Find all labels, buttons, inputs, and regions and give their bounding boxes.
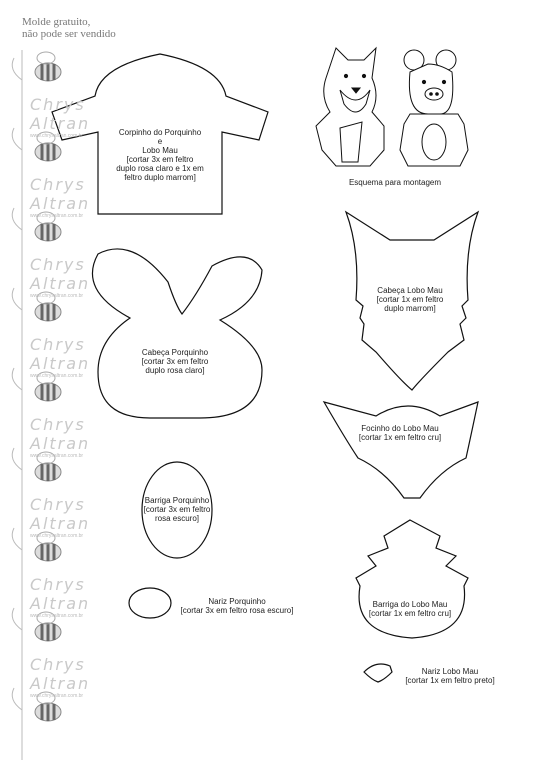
watermark-url: www.chrysaltran.com.br (30, 453, 84, 459)
corpinho-title: Corpinho do Porquinho (118, 128, 202, 137)
corpinho-and: e (157, 137, 163, 146)
barriga-porquinho-title: Barriga Porquinho (144, 496, 210, 505)
watermark-url: www.chrysaltran.com.br (30, 133, 84, 139)
nariz-lobo-label (395, 667, 505, 685)
barriga-porquinho-label (137, 496, 217, 523)
watermark-url: www.chrysaltran.com.br (30, 293, 84, 299)
watermark-name: Chrys Altran (30, 655, 91, 693)
barriga-porquinho-note1: [cortar 3x em feltro (143, 505, 211, 514)
focinho-lobo-note1: [cortar 1x em feltro cru] (358, 433, 442, 442)
header-note (22, 16, 116, 40)
watermark-name: Chrys Altran (30, 175, 91, 213)
nariz-lobo-outline (364, 664, 392, 682)
cabeca-lobo-note1: [cortar 1x em feltro (376, 295, 444, 304)
nariz-porquinho-title: Nariz Porquinho (208, 597, 266, 606)
watermark-url: www.chrysaltran.com.br (30, 373, 84, 379)
header-line-1: Molde gratuito, (22, 16, 91, 28)
corpinho-note3: feltro duplo marrom] (124, 173, 196, 182)
cabeca-lobo-title: Cabeça Lobo Mau (377, 286, 443, 295)
corpinho-note2: duplo rosa claro e 1x em (116, 164, 204, 173)
barriga-lobo-title: Barriga do Lobo Mau (372, 600, 448, 609)
watermark-url: www.chrysaltran.com.br (30, 533, 84, 539)
cabeca-porquinho-title: Cabeça Porquinho (141, 348, 209, 357)
cabeca-porquinho-label (115, 348, 235, 375)
nariz-lobo-note1: [cortar 1x em feltro preto] (405, 676, 495, 685)
nariz-porquinho-label (174, 597, 300, 615)
esquema-sketch (316, 48, 468, 166)
watermark-url: www.chrysaltran.com.br (30, 613, 84, 619)
watermark-stack (30, 95, 150, 735)
focinho-lobo-title: Focinho do Lobo Mau (361, 424, 439, 433)
corpinho-title2: Lobo Mau (142, 146, 178, 155)
cabeca-porquinho-note1: [cortar 3x em feltro (141, 357, 209, 366)
barriga-lobo-label (355, 600, 465, 618)
header-line-2: não pode ser vendido (22, 28, 116, 40)
cabeca-lobo-note2: duplo marrom] (384, 304, 436, 313)
watermark-name: Chrys Altran (30, 255, 91, 293)
barriga-lobo-outline (356, 520, 468, 638)
watermark-name: Chrys Altran (30, 495, 91, 533)
nariz-lobo-title: Nariz Lobo Mau (421, 667, 479, 676)
focinho-lobo-outline (324, 402, 478, 498)
watermark-name: Chrys Altran (30, 95, 91, 133)
watermark-url: www.chrysaltran.com.br (30, 213, 84, 219)
watermark-url: www.chrysaltran.com.br (30, 693, 84, 699)
watermark-name: Chrys Altran (30, 575, 91, 613)
watermark-name: Chrys Altran (30, 335, 91, 373)
nariz-porquinho-note1: [cortar 3x em feltro rosa escuro] (180, 606, 294, 615)
vine-border (12, 50, 22, 760)
watermark-name: Chrys Altran (30, 415, 91, 453)
cabeca-porquinho-note2: duplo rosa claro] (145, 366, 205, 375)
esquema-caption: Esquema para montagem (348, 178, 442, 187)
focinho-lobo-label (345, 424, 455, 442)
barriga-lobo-note1: [cortar 1x em feltro cru] (368, 609, 452, 618)
barriga-porquinho-note2: rosa escuro] (154, 514, 200, 523)
corpinho-note1: [cortar 3x em feltro (126, 155, 194, 164)
corpinho-label (100, 128, 220, 182)
cabeca-lobo-label (355, 286, 465, 313)
